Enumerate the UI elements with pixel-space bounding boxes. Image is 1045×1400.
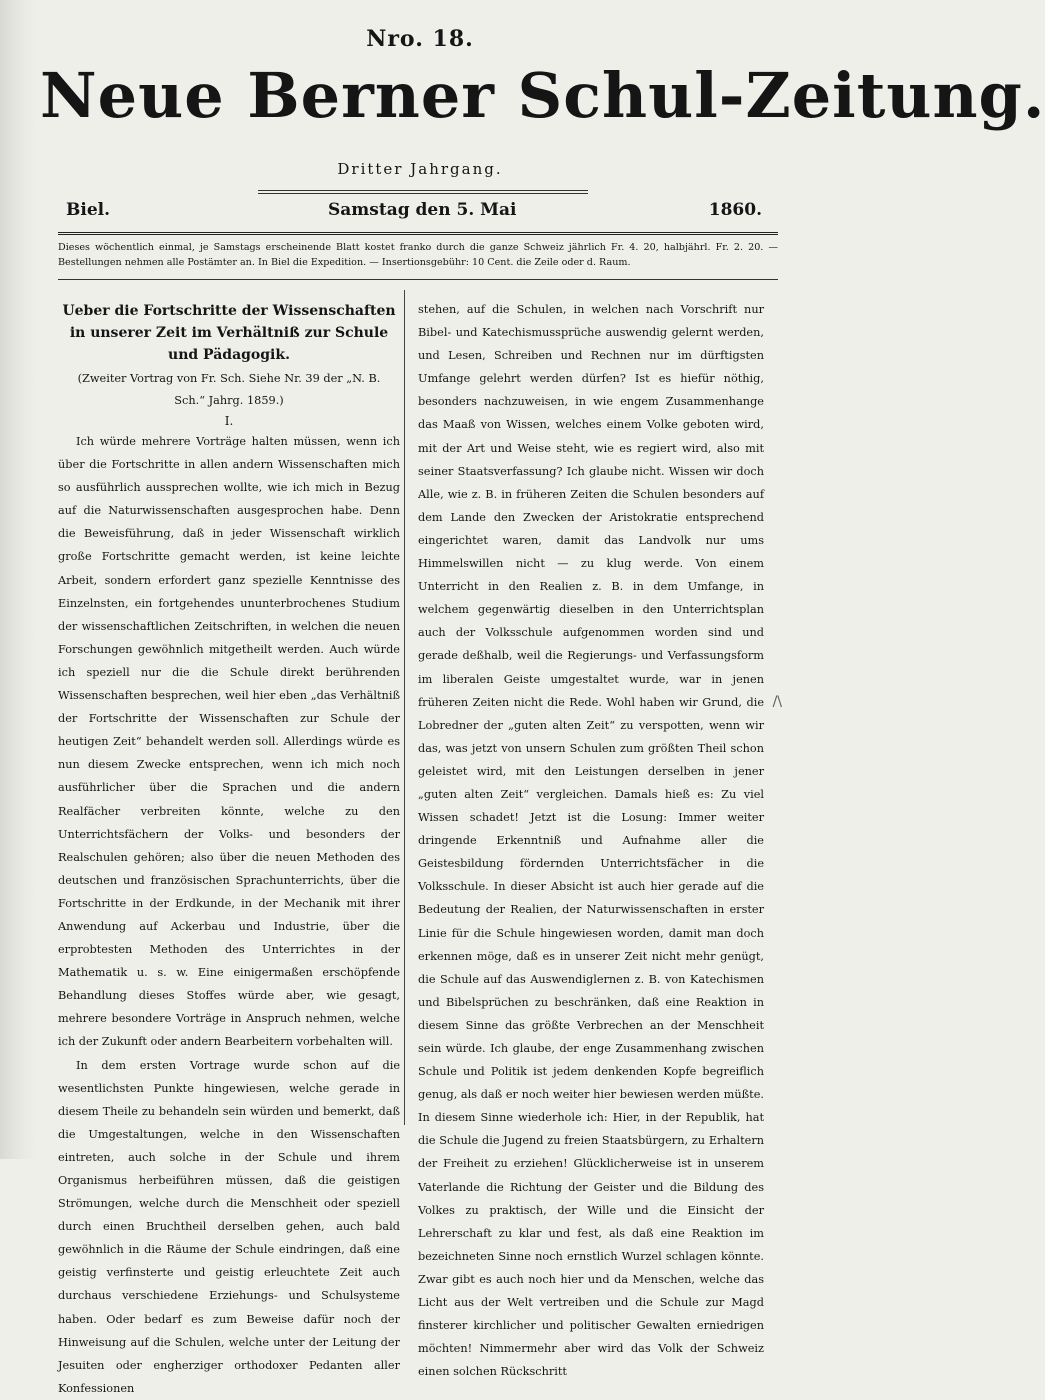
article-title: Ueber die Fortschritte der Wissenschaften in unserer Zeit im Verhältniß zur Schule und Pädagogik. <box>62 303 396 363</box>
page-gutter-shadow <box>0 0 36 1159</box>
dateline <box>58 200 770 226</box>
paragraph: In dem ersten Vortrage wurde schon auf die wesentlichsten Punkte hingewiesen, welche gerade in diesem Theile zu behandeln sein würden und bemerkt, daß die Umgestaltungen, welche in den Wissenschaften eintreten, auch solche in der Schule und ihrem Organismus herbeiführen müssen, daß die geistigen Strömungen, welche durch die Menschheit oder speziell durch einen Bruchtheil derselben gehen, auch bald gewöhnlich in die Räume der Schule eindringen, daß eine geistig verfinsterte und geistig erleuchtete Zeit auch durchaus verschiedene Erziehungs- und Schulsysteme haben. Oder bedarf es zum Beweise dafür noch der Hinweisung auf die Schulen, welche unter der Leitung der Jesuiten oder engherziger orthodoxer Pedanten aller Konfessionen <box>58 1058 400 1395</box>
left-column <box>58 292 400 1400</box>
dateline-date: Samstag den 5. Mai <box>328 200 517 220</box>
newspaper-page <box>40 0 1045 1395</box>
dateline-city: Biel. <box>66 200 111 220</box>
header-rule <box>58 232 778 235</box>
paragraph: Ich würde mehrere Vorträge halten müssen, wenn ich über die Fortschritte in allen andern Wissenschaften mich so ausführlich aussprechen wollte, wie ich mich in Bezug auf die Naturwissenschaften ausgesprochen habe. Denn die Beweisführung, daß in jeder Wissenschaft wirklich große Fortschritte gemacht werden, ist keine leichte Arbeit, sondern erfordert ganz spezielle Kenntnisse des Einzelnsten, ein fortgehendes ununterbrochenes Studium der wissenschaftlichen Zeitschriften, in welchen die neuen Forschungen gewöhnlich mitgetheilt werden. Auch würde ich speziell nur die die Schule direkt berührenden Wissenschaften besprechen, weil hier eben „das Verhältniß der Fortschritte der Wissenschaften zur Schule der heutigen Zeit“ behandelt werden soll. Allerdings würde es nun diesem Zwecke entsprechen, wenn ich mich noch ausführlicher über die Sprachen und die andern Realfächer verbreiten könnte, welche zu den Unterrichtsfächern der Volks- und besonders der Realschulen gehören; also über die neuen Methoden des deutschen und französischen Sprachunterrichts, über die Fortschritte in der Erdkunde, in der Mechanik mit ihrer Anwendung auf Ackerbau und Industrie, über die erprobtesten Methoden des Unterrichtes in der Mathematik u. s. w. Eine einigermaßen erschöpfende Behandlung dieses Stoffes würde aber, wie gesagt, mehrere besondere Vorträge in Anspruch nehmen, welche ich der Zukunft oder andern Bearbeitern vorbehalten will. <box>58 435 400 1049</box>
volume-rule <box>258 190 588 194</box>
article-subtitle: (Zweiter Vortrag von Fr. Sch. Siehe Nr. 39 der „N. B. Sch.“ Jahrg. 1859.) <box>77 372 381 407</box>
paragraph: stehen, auf die Schulen, in welchen nach Vorschrift nur Bibel- und Katechismussprüche auswendig gelernt werden, und Lesen, Schreiben und Rechnen nur im dürftigsten Umfange gelehrt werden dürfen? Ist es hiefür nöthig, besonders nachzuweisen, in wie engem Zusammenhange das Maaß von Wissen, welches einem Volke geboten wird, mit der Art und Weise steht, wie es regiert wird, also mit seiner Staatsverfassung? Ich glaube nicht. Wissen wir doch Alle, wie z. B. in früheren Zeiten die Schulen besonders auf dem Lande den Zwecken der Aristokratie entsprechend eingerichtet waren, damit das Landvolk nur ums Himmelswillen nicht — zu klug werde. Von einem Unterricht in den Realien z. B. in dem Umfange, in welchem gegenwärtig dieselben in den Unterrichtsplan auch der Volksschule aufgenommen worden sind und gerade deßhalb, weil die Regierungs- und Verfassungsform im liberalen Geiste umgestaltet wurde, war in jenen früheren Zeiten nicht die Rede. Wohl haben wir Grund, die Lobredner der „guten alten Zeit“ zu verspotten, wenn wir das, was jetzt von unsern Schulen zum größten Theil schon geleistet wird, mit den Leistungen derselben in jener „guten alten Zeit“ vergleichen. Damals hieß es: Zu viel Wissen schadet! Jetzt ist die Losung: Immer weiter dringende Erkenntniß und Aufnahme aller die Geistesbildung fördernden Unterrichtsfächer in die Volksschule. In dieser Absicht ist auch hier gerade auf die Bedeutung der Realien, der Naturwissenschaften in erster Linie für die Schule hingewiesen worden, damit man doch erkennen möge, daß es in unserer Zeit nicht mehr genügt, die Schule auf das Auswendiglernen z. B. von Katechismen und Bibelsprüchen zu beschränken, daß eine Reaktion in diesem Sinne das größte Verbrechen an der Menschheit sein würde. Ich glaube, der enge Zusammenhang zwischen Schule und Politik ist jedem denkenden Kopfe begreiflich genug, als daß er noch weiter hier bewiesen werden müßte. In diesem Sinne wiederhole ich: Hier, in der Republik, hat die Schule die Jugend zu freien Staatsbürgern, zu Erhaltern der Freiheit zu erziehen! Glücklicherweise ist in unserem Vaterlande die Richtung der Geister und die Bildung des Volkes zu praktisch, der Wille und die Einsicht der Lehrerschaft zu klar und fest, als daß eine Reaktion im bezeichneten Sinne noch ernstlich Wurzel schlagen könnte. Zwar gibt es auch noch hier und da Menschen, welche das Licht aus der Welt vertreiben und die Schule zur Magd finsterer kirchlicher und politischer Gewalten erniedrigen möchten! Nimmermehr aber wird das Volk der Schweiz einen solchen Rückschritt <box>418 303 764 1379</box>
right-column <box>418 298 764 1383</box>
dateline-year: 1860. <box>708 200 762 220</box>
margin-mark: /\ <box>772 694 782 710</box>
issue-number: Nro. 18. <box>366 26 474 52</box>
section-number: I. <box>224 414 234 428</box>
subscription-notice: Dieses wöchentlich einmal, je Samstags erscheinende Blatt kostet franko durch die ganze Schweiz jährlich Fr. 4. 20, halbjährl. Fr. 2. 20. — Bestellungen nehmen alle Postämter an. In Biel die Expedition. — Insertionsgebühr: 10 Cent. die Zeile oder d. Raum. <box>58 242 778 268</box>
masthead-title: Neue Berner Schul-Zeitung. <box>40 59 1045 132</box>
column-divider <box>404 290 405 1125</box>
notice-rule <box>58 279 778 280</box>
volume-line: Dritter Jahrgang. <box>337 160 503 178</box>
